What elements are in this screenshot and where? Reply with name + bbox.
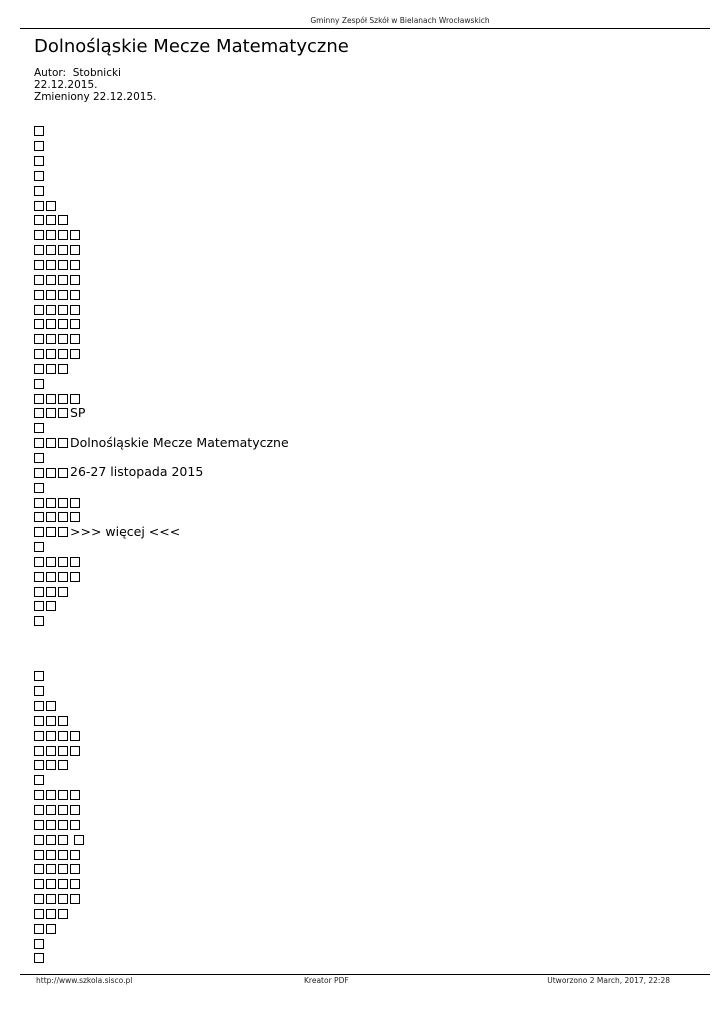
glyph-row [34, 892, 86, 907]
glyph-row [34, 951, 86, 966]
missing-glyph-icon [58, 245, 68, 255]
missing-glyph-icon [34, 468, 44, 478]
missing-glyph-icon [34, 731, 44, 741]
missing-glyph-icon [34, 701, 44, 711]
glyph-row [34, 584, 289, 599]
missing-glyph-icon [34, 245, 44, 255]
missing-glyph-icon [70, 864, 80, 874]
glyph-row [34, 921, 86, 936]
missing-glyph-icon [34, 879, 44, 889]
article-title: Dolnośląskie Mecze Matematyczne [34, 36, 349, 57]
missing-glyph-icon [46, 364, 56, 374]
missing-glyph-icon [58, 438, 68, 448]
footer-url: http://www.szkola.sisco.pl [36, 976, 133, 985]
missing-glyph-icon [58, 805, 68, 815]
missing-glyph-icon [58, 716, 68, 726]
missing-glyph-icon [34, 760, 44, 770]
missing-glyph-icon [70, 850, 80, 860]
missing-glyph-icon [46, 850, 56, 860]
glyph-row [34, 139, 289, 154]
line-text: 26-27 listopada 2015 [70, 464, 204, 480]
glyph-row [34, 169, 289, 184]
missing-glyph-icon [70, 746, 80, 756]
missing-glyph-icon [34, 171, 44, 181]
missing-glyph-icon [34, 215, 44, 225]
missing-glyph-icon [46, 835, 56, 845]
missing-glyph-icon [46, 572, 56, 582]
author-line [34, 67, 156, 79]
glyph-row [34, 743, 86, 758]
missing-glyph-icon [46, 394, 56, 404]
glyph-row [34, 198, 289, 213]
glyph-row [34, 228, 289, 243]
missing-glyph-icon [58, 864, 68, 874]
missing-glyph-icon [34, 201, 44, 211]
missing-glyph-icon [58, 587, 68, 597]
glyph-row [34, 124, 289, 139]
missing-glyph-icon [58, 349, 68, 359]
missing-glyph-icon [34, 557, 44, 567]
missing-glyph-icon [46, 527, 56, 537]
glyph-row [34, 907, 86, 922]
missing-glyph-icon [46, 290, 56, 300]
missing-glyph-icon [58, 334, 68, 344]
missing-glyph-icon [34, 260, 44, 270]
missing-glyph-icon [70, 245, 80, 255]
glyph-row [34, 832, 86, 847]
missing-glyph-icon [34, 394, 44, 404]
missing-glyph-icon [46, 512, 56, 522]
missing-glyph-icon [70, 319, 80, 329]
missing-glyph-icon [34, 498, 44, 508]
missing-glyph-icon [58, 820, 68, 830]
missing-glyph-icon [34, 775, 44, 785]
glyph-row [34, 287, 289, 302]
glyph-row [34, 302, 289, 317]
missing-glyph-icon [70, 260, 80, 270]
missing-glyph-icon [70, 275, 80, 285]
missing-glyph-icon [58, 746, 68, 756]
glyph-row [34, 465, 289, 480]
missing-glyph-icon [70, 394, 80, 404]
glyph-row [34, 183, 289, 198]
missing-glyph-icon [70, 230, 80, 240]
missing-glyph-icon [58, 364, 68, 374]
glyph-row [34, 569, 289, 584]
missing-glyph-icon [34, 939, 44, 949]
line-text: SP [70, 405, 86, 421]
glyph-row [34, 699, 86, 714]
missing-glyph-icon [34, 453, 44, 463]
missing-glyph-icon [34, 542, 44, 552]
missing-glyph-icon [46, 334, 56, 344]
missing-glyph-icon [34, 319, 44, 329]
missing-glyph-icon [70, 805, 80, 815]
line-text: >>> więcej <<< [70, 523, 181, 539]
missing-glyph-icon [46, 601, 56, 611]
content-block-1 [34, 124, 289, 629]
missing-glyph-icon [34, 527, 44, 537]
glyph-row [34, 669, 86, 684]
glyph-row [34, 862, 86, 877]
missing-glyph-icon [46, 230, 56, 240]
glyph-row [34, 451, 289, 466]
missing-glyph-icon [58, 557, 68, 567]
missing-glyph-icon [46, 275, 56, 285]
missing-glyph-icon [70, 349, 80, 359]
missing-glyph-icon [34, 572, 44, 582]
missing-glyph-icon [46, 879, 56, 889]
missing-glyph-icon [34, 805, 44, 815]
header-divider [20, 28, 710, 29]
missing-glyph-icon [34, 126, 44, 136]
missing-glyph-icon [58, 305, 68, 315]
missing-glyph-icon [34, 601, 44, 611]
missing-glyph-icon [70, 290, 80, 300]
missing-glyph-icon [70, 305, 80, 315]
missing-glyph-icon [46, 215, 56, 225]
missing-glyph-icon [34, 379, 44, 389]
missing-glyph-icon [34, 894, 44, 904]
glyph-row [34, 788, 86, 803]
footer-created: Utworzono 2 March, 2017, 22:28 [547, 976, 670, 985]
missing-glyph-icon [34, 408, 44, 418]
glyph-row [34, 599, 289, 614]
missing-glyph-icon [46, 790, 56, 800]
article-date: 22.12.2015. [34, 79, 98, 91]
author-label: Autor: [34, 67, 67, 79]
missing-glyph-icon [70, 731, 80, 741]
glyph-row [34, 258, 289, 273]
glyph-row [34, 332, 289, 347]
glyph-row [34, 758, 86, 773]
missing-glyph-icon [34, 305, 44, 315]
missing-glyph-icon [34, 156, 44, 166]
missing-glyph-icon [70, 790, 80, 800]
missing-glyph-icon [34, 230, 44, 240]
glyph-row [34, 213, 289, 228]
glyph-row [34, 554, 289, 569]
missing-glyph-icon [58, 290, 68, 300]
glyph-row [34, 362, 289, 377]
missing-glyph-icon [58, 468, 68, 478]
missing-glyph-icon [70, 894, 80, 904]
missing-glyph-icon [46, 245, 56, 255]
content-block-2 [34, 669, 86, 966]
missing-glyph-icon [34, 364, 44, 374]
glyph-row [34, 728, 86, 743]
missing-glyph-icon [46, 760, 56, 770]
article-modified: Zmieniony 22.12.2015. [34, 91, 157, 103]
missing-glyph-icon [46, 894, 56, 904]
missing-glyph-icon [46, 864, 56, 874]
missing-glyph-icon [34, 423, 44, 433]
missing-glyph-icon [58, 230, 68, 240]
missing-glyph-icon [34, 512, 44, 522]
missing-glyph-icon [58, 572, 68, 582]
glyph-row [34, 317, 289, 332]
missing-glyph-icon [46, 805, 56, 815]
missing-glyph-icon [46, 587, 56, 597]
missing-glyph-icon [58, 260, 68, 270]
missing-glyph-icon [46, 260, 56, 270]
missing-glyph-icon [74, 835, 84, 845]
missing-glyph-icon [58, 731, 68, 741]
missing-glyph-icon [46, 438, 56, 448]
missing-glyph-icon [58, 760, 68, 770]
glyph-row [34, 540, 289, 555]
glyph-row [34, 391, 289, 406]
missing-glyph-icon [34, 671, 44, 681]
glyph-row [34, 773, 86, 788]
missing-glyph-icon [46, 701, 56, 711]
glyph-row [34, 684, 86, 699]
missing-glyph-icon [34, 820, 44, 830]
missing-glyph-icon [34, 438, 44, 448]
missing-glyph-icon [46, 498, 56, 508]
glyph-row [34, 272, 289, 287]
missing-glyph-icon [34, 186, 44, 196]
missing-glyph-icon [34, 835, 44, 845]
author-name: Stobnicki [72, 67, 121, 79]
missing-glyph-icon [46, 319, 56, 329]
footer-divider [20, 974, 710, 975]
missing-glyph-icon [70, 498, 80, 508]
missing-glyph-icon [46, 716, 56, 726]
missing-glyph-icon [34, 349, 44, 359]
missing-glyph-icon [58, 215, 68, 225]
missing-glyph-icon [34, 864, 44, 874]
glyph-row [34, 936, 86, 951]
missing-glyph-icon [58, 275, 68, 285]
missing-glyph-icon [58, 909, 68, 919]
missing-glyph-icon [46, 924, 56, 934]
glyph-row [34, 421, 289, 436]
missing-glyph-icon [34, 686, 44, 696]
glyph-row [34, 803, 86, 818]
glyph-row [34, 495, 289, 510]
missing-glyph-icon [34, 141, 44, 151]
missing-glyph-icon [34, 290, 44, 300]
missing-glyph-icon [58, 835, 68, 845]
missing-glyph-icon [58, 319, 68, 329]
glyph-row [34, 154, 289, 169]
missing-glyph-icon [34, 334, 44, 344]
missing-glyph-icon [46, 305, 56, 315]
missing-glyph-icon [58, 850, 68, 860]
missing-glyph-icon [70, 557, 80, 567]
missing-glyph-icon [58, 512, 68, 522]
glyph-row [34, 436, 289, 451]
footer-generator: Kreator PDF [304, 976, 349, 985]
glyph-row [34, 877, 86, 892]
glyph-row [34, 817, 86, 832]
missing-glyph-icon [34, 587, 44, 597]
missing-glyph-icon [46, 731, 56, 741]
missing-glyph-icon [34, 953, 44, 963]
missing-glyph-icon [46, 201, 56, 211]
missing-glyph-icon [34, 616, 44, 626]
missing-glyph-icon [46, 408, 56, 418]
missing-glyph-icon [70, 879, 80, 889]
line-text: Dolnośląskie Mecze Matematyczne [70, 434, 289, 450]
missing-glyph-icon [58, 498, 68, 508]
glyph-row [34, 525, 289, 540]
missing-glyph-icon [58, 894, 68, 904]
glyph-row [34, 243, 289, 258]
missing-glyph-icon [46, 909, 56, 919]
missing-glyph-icon [58, 527, 68, 537]
missing-glyph-icon [46, 746, 56, 756]
missing-glyph-icon [58, 790, 68, 800]
glyph-row [34, 714, 86, 729]
page-header: Gminny Zespół Szkół w Bielanach Wrocławskich [310, 16, 490, 25]
glyph-row [34, 847, 86, 862]
missing-glyph-icon [70, 572, 80, 582]
glyph-row [34, 510, 289, 525]
missing-glyph-icon [46, 349, 56, 359]
missing-glyph-icon [34, 924, 44, 934]
missing-glyph-icon [34, 275, 44, 285]
missing-glyph-icon [34, 790, 44, 800]
missing-glyph-icon [70, 334, 80, 344]
glyph-row [34, 614, 289, 629]
missing-glyph-icon [46, 557, 56, 567]
glyph-row [34, 376, 289, 391]
missing-glyph-icon [34, 909, 44, 919]
missing-glyph-icon [70, 512, 80, 522]
missing-glyph-icon [46, 820, 56, 830]
glyph-row [34, 347, 289, 362]
missing-glyph-icon [58, 394, 68, 404]
missing-glyph-icon [46, 468, 56, 478]
missing-glyph-icon [70, 820, 80, 830]
missing-glyph-icon [58, 879, 68, 889]
glyph-row [34, 480, 289, 495]
missing-glyph-icon [34, 483, 44, 493]
missing-glyph-icon [34, 850, 44, 860]
glyph-row [34, 406, 289, 421]
missing-glyph-icon [34, 716, 44, 726]
article-meta [34, 67, 156, 103]
missing-glyph-icon [34, 746, 44, 756]
missing-glyph-icon [58, 408, 68, 418]
